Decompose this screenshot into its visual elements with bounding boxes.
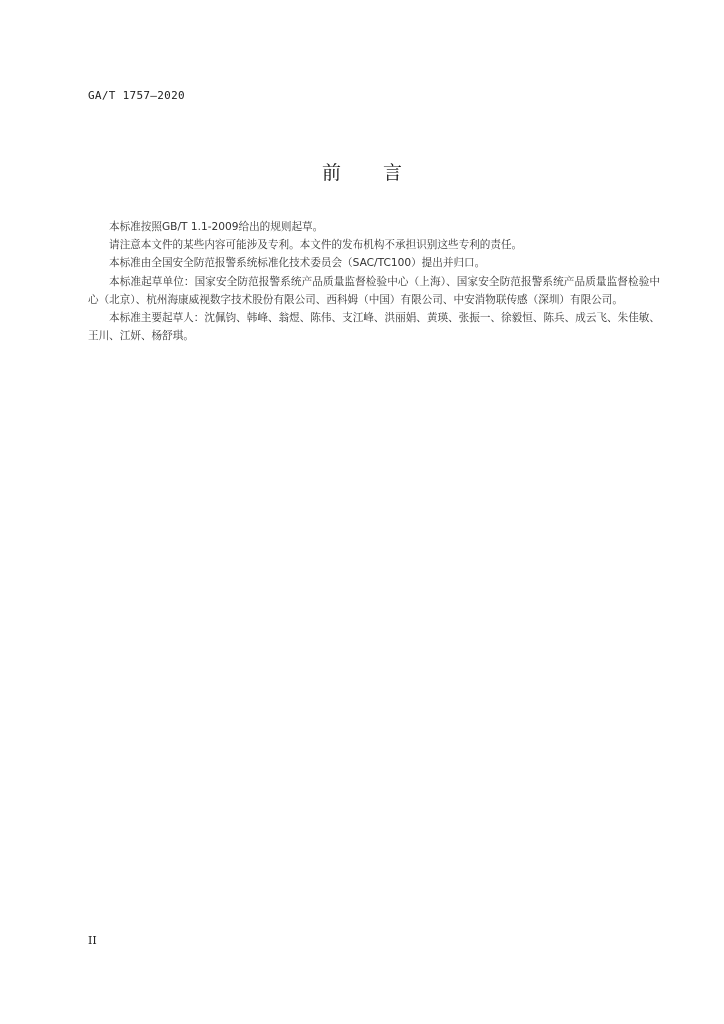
paragraph-drafting-rules: 本标准按照GB/T 1.1-2009给出的规则起草。 [109,221,324,233]
paragraph-drafters: 本标准主要起草人：沈佩钧、韩峰、翁煜、陈伟、支江峰、洪丽娟、黄瑛、张振一、徐毅恒、陈兵、成云飞、朱佳敏、王川、江妍、杨舒琪。 [88,312,660,343]
section-title: 前 言 [321,162,421,184]
page-number: II [88,934,97,947]
paragraph-proposer: 本标准由全国安全防范报警系统标准化技术委员会（SAC/TC100）提出并归口。 [109,257,486,270]
standard-code-header: GA/T 1757—2020 [88,89,185,102]
foreword-body [88,218,660,345]
paragraph-drafting-units: 本标准起草单位：国家安全防范报警系统产品质量监督检验中心（上海）、国家安全防范报警系统产品质量监督检验中心（北京）、杭州海康威视数字技术股份有限公司、西科姆（中国）有限公司、中安消物联传感（深圳）有限公司。 [88,275,660,306]
paragraph-patent-notice: 请注意本文件的某些内容可能涉及专利。本文件的发布机构不承担识别这些专利的责任。 [109,239,523,252]
